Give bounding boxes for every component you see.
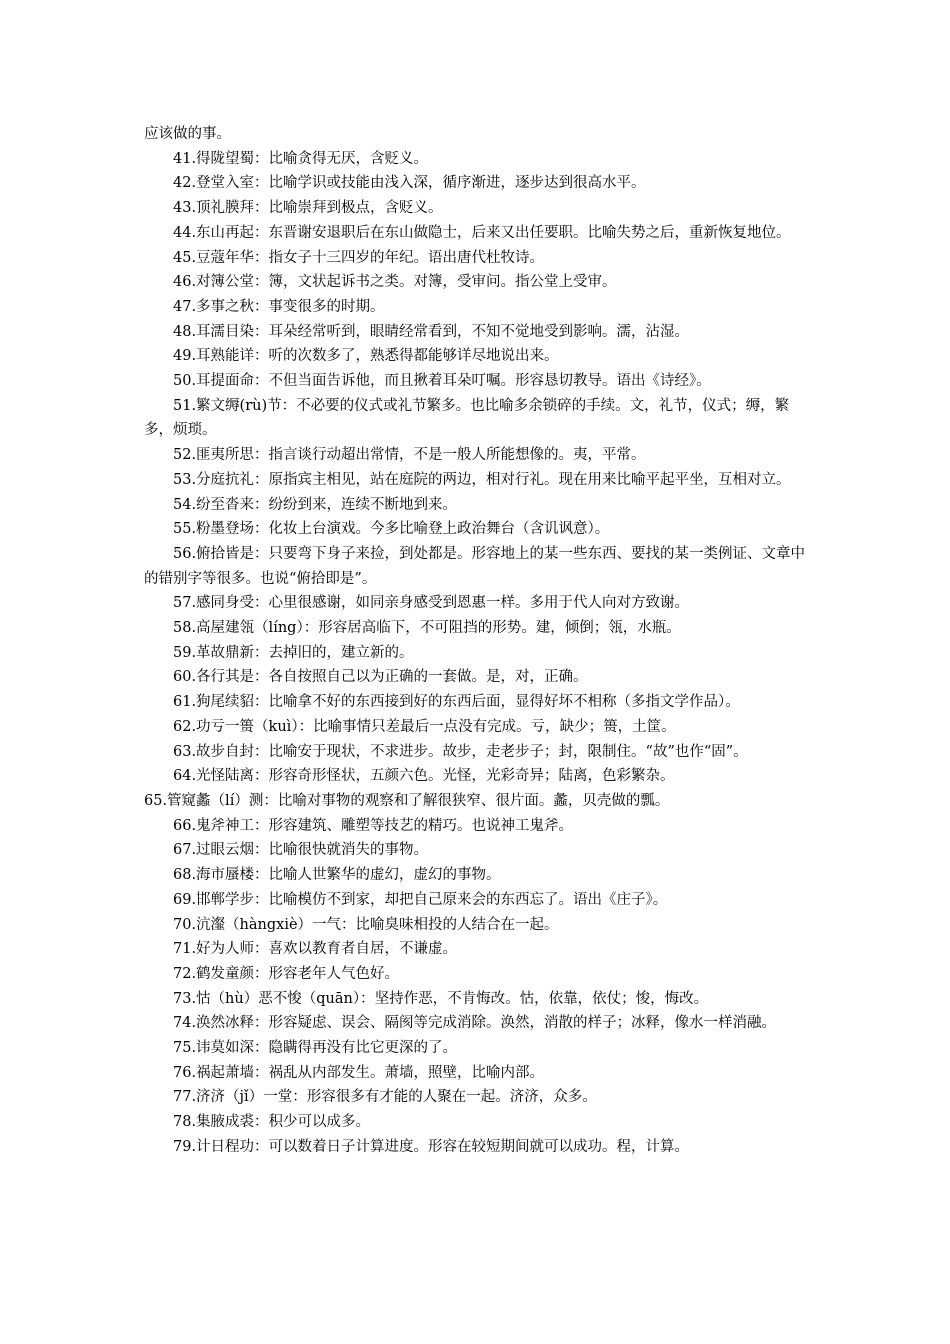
idiom-entry: 66.鬼斧神工：形容建筑、雕塑等技艺的精巧。也说神工鬼斧。 bbox=[173, 817, 574, 834]
idiom-entry: 72.鹤发童颜：形容老年人气色好。 bbox=[173, 965, 400, 982]
idiom-entry: 69.邯郸学步：比喻模仿不到家，却把自己原来会的东西忘了。语出《庄子》。 bbox=[173, 891, 668, 908]
idiom-entry: 54.纷至沓来：纷纷到来，连续不断地到来。 bbox=[173, 496, 458, 513]
idiom-entry: 78.集腋成裘：积少可以成多。 bbox=[173, 1114, 371, 1131]
idiom-entry: 57.感同身受：心里很感谢，如同亲身感受到恩惠一样。多用于代人向对方致谢。 bbox=[173, 595, 690, 612]
idiom-entry: 64.光怪陆离：形容奇形怪状，五颜六色。光怪，光彩奇异；陆离，色彩繁杂。 bbox=[173, 768, 675, 785]
idiom-entry: 49.耳熟能详：听的次数多了，熟悉得都能够详尽地说出来。 bbox=[173, 348, 559, 365]
idiom-entry: 42.登堂入室：比喻学识或技能由浅入深，循序渐进，逐步达到很高水平。 bbox=[173, 175, 646, 192]
idiom-entry: 63.故步自封：比喻安于现状，不求进步。故步，走老步子；封，限制住。“故”也作“固”。 bbox=[173, 743, 748, 760]
idiom-entry: 65.管窥蠡（lí）测：比喻对事物的观察和了解很狭窄、很片面。蠡，贝壳做的瓢。 bbox=[144, 792, 670, 809]
idiom-entry: 56.俯拾皆是：只要弯下身子来捡，到处都是。形容地上的某一些东西、要找的某一类例证、文章中的错别字等很多。也说“俯拾即是”。 bbox=[144, 545, 806, 587]
idiom-entry: 71.好为人师：喜欢以教育者自居，不谦虚。 bbox=[173, 941, 458, 958]
idiom-entry: 53.分庭抗礼：原指宾主相见，站在庭院的两边，相对行礼。现在用来比喻平起平坐，互相对立。 bbox=[173, 471, 791, 488]
idiom-entry: 58.高屋建瓴（líng）：形容居高临下，不可阻挡的形势。建，倾倒；瓴，水瓶。 bbox=[173, 620, 681, 637]
idiom-entry: 62.功亏一篑（kuì）：比喻事情只差最后一点没有完成。亏，缺少；篑，土筐。 bbox=[173, 718, 676, 735]
idiom-entry: 79.计日程功：可以数着日子计算进度。形容在较短期间就可以成功。程，计算。 bbox=[173, 1138, 690, 1155]
idiom-entry: 52.匪夷所思：指言谈行动超出常情，不是一般人所能想像的。夷，平常。 bbox=[173, 447, 646, 464]
idiom-entry: 60.各行其是：各自按照自己以为正确的一套做。是，对，正确。 bbox=[173, 669, 588, 686]
idiom-entry: 51.繁文缛(rù)节：不必要的仪式或礼节繁多。也比喻多余锁碎的手续。文，礼节，仪式；缛，繁多，烦琐。 bbox=[144, 397, 790, 439]
idiom-entry: 73.怙（hù）恶不悛（quān）：坚持作恶，不肯悔改。怙，依靠，依仗；悛，悔改。 bbox=[173, 990, 709, 1007]
idiom-entry: 70.沆瀣（hàngxiè）一气：比喻臭味相投的人结合在一起。 bbox=[173, 916, 559, 933]
idiom-entry: 68.海市蜃楼：比喻人世繁华的虚幻，虚幻的事物。 bbox=[173, 867, 501, 884]
idiom-entry: 74.涣然冰释：形容疑虑、误会、隔阂等完成消除。涣然，消散的样子；冰释，像水一样消融。 bbox=[173, 1015, 777, 1032]
idiom-entry: 43.顶礼膜拜：比喻崇拜到极点，含贬义。 bbox=[173, 200, 443, 217]
idiom-entry: 67.过眼云烟：比喻很快就消失的事物。 bbox=[173, 842, 429, 859]
idiom-entry: 46.对簿公堂：簿，文状起诉书之类。对簿，受审问。指公堂上受审。 bbox=[173, 274, 617, 291]
idiom-entry: 75.讳莫如深：隐瞒得再没有比它更深的了。 bbox=[173, 1040, 458, 1057]
idiom-entry: 48.耳濡目染：耳朵经常听到，眼睛经常看到，不知不觉地受到影响。濡，沾湿。 bbox=[173, 323, 690, 340]
idiom-entry: 59.革故鼎新：去掉旧的，建立新的。 bbox=[173, 644, 414, 661]
idiom-entry: 45.豆蔻年华：指女子十三四岁的年纪。语出唐代杜牧诗。 bbox=[173, 249, 545, 266]
idiom-list bbox=[144, 122, 808, 1160]
idiom-entry: 44.东山再起：东晋谢安退职后在东山做隐士，后来又出任要职。比喻失势之后，重新恢复地位。 bbox=[173, 224, 791, 241]
idiom-entry: 47.多事之秋：事变很多的时期。 bbox=[173, 298, 385, 315]
idiom-entry: 61.狗尾续貂：比喻拿不好的东西接到好的东西后面，显得好坏不相称（多指文学作品）。 bbox=[173, 694, 740, 711]
idiom-entry: 应该做的事。 bbox=[144, 126, 231, 142]
idiom-entry: 76.祸起萧墙：祸乱从内部发生。萧墙，照壁，比喻内部。 bbox=[173, 1064, 545, 1081]
idiom-entry: 50.耳提面命：不但当面告诉他，而且揪着耳朵叮嘱。形容恳切教导。语出《诗经》。 bbox=[173, 373, 711, 390]
idiom-entry: 77.济济（jǐ）一堂：形容很多有才能的人聚在一起。济济，众多。 bbox=[173, 1089, 597, 1106]
idiom-entry: 41.得陇望蜀：比喻贪得无厌，含贬义。 bbox=[173, 150, 429, 167]
idiom-entry: 55.粉墨登场：化妆上台演戏。今多比喻登上政治舞台（含讥讽意）。 bbox=[173, 521, 610, 538]
